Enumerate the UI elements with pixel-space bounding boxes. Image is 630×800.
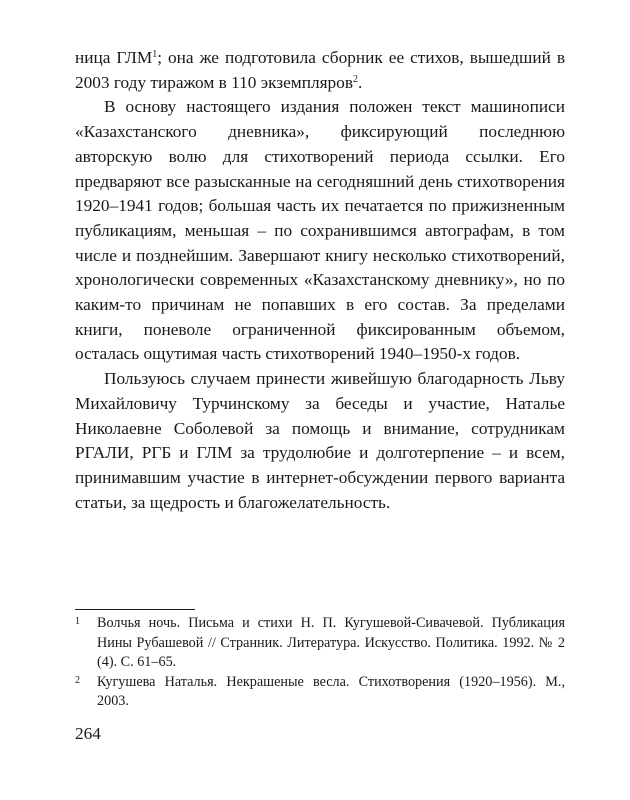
paragraph-edition-basis: В основу настоящего издания положен текст машинописи «Казахстанского дневника», фиксирующий последнюю авторскую волю для стихотворений периода ссылки. Его предваряют все разысканные на сегодняшний день стихотворения 1920–1941 годов; большая часть их печатается по прижизненным публикациям, меньшая – по сохранившимся автографам, в том числе и позднейшим. Завершают книгу несколько стихотворений, хронологически современных «Казахстанскому дневнику», но по каким-то причинам не попавших в его состав. За пределами книги, поневоле ограниченной фиксированным объемом, осталась ощутимая часть стихотворений 1940–1950-х годов. [75,97,565,364]
footnote-ref[interactable]: 1 [152,49,158,60]
main-text [75,46,565,515]
footnote-text: Кугушева Наталья. Некрашеные весла. Стихотворения (1920–1956). М., 2003. [97,673,565,710]
paragraph-text: . [357,72,363,92]
page-number: 264 [75,724,101,743]
footnote-ref[interactable]: 2 [352,73,358,85]
footnote-mark: 2 [75,674,80,686]
paragraph-text: ница ГЛМ [75,48,153,67]
paragraph-text: ; она же подготовила сборник ее стихов, вышедший в 2003 году тиражом в 110 экземпляров [75,48,565,92]
paragraph-continuation [75,46,565,95]
footnote-item [75,673,565,712]
footnote-item [75,614,565,673]
paragraph-acknowledgements: Пользуюсь случаем принести живейшую благодарность Льву Михайловичу Турчинскому за беседы и участие, Наталье Николаевне Соболевой за помощь и внимание, сотрудникам РГАЛИ, РГБ и ГЛМ за трудолюбие и долготерпение – и всем, принимавшим участие в интернет-обсуждении первого варианта статьи, за щедрость и благожелательность. [75,369,565,512]
footnotes [75,614,565,712]
footnote-text: Волчья ночь. Письма и стихи Н. П. Кугушевой-Сивачевой. Публикация Нины Рубашевой // Странник. Литература. Искусство. Политика. 1992. № 2 (4). С. 61–65. [97,615,565,671]
footnote-divider [75,609,195,610]
footnote-mark: 1 [75,616,80,627]
